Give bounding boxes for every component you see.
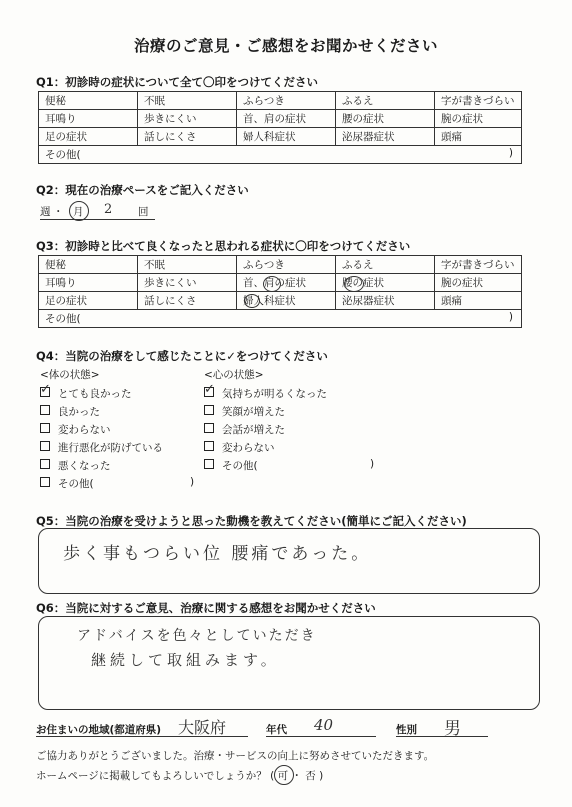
q1-other-close: ) [508, 147, 513, 159]
thanks-text: ご協力ありがとうございました。治療・サービスの向上に努めさせていただきます。 [36, 750, 435, 762]
publish-separator: ・ [291, 770, 302, 782]
checkbox[interactable] [40, 405, 50, 415]
gender-label: 性別 [396, 724, 417, 736]
q3-shoulder-circle [263, 276, 281, 292]
q1-cell[interactable]: 頭痛 [435, 128, 522, 146]
q5-answer-box[interactable] [38, 528, 540, 594]
q2-pace-field[interactable] [40, 202, 160, 220]
q1-heading: Q1：初診時の症状について全て〇印をつけてください [36, 75, 319, 89]
q3-other-label: その他( [45, 313, 81, 325]
publish-no-option[interactable]: 否 [305, 770, 316, 782]
table-row [39, 292, 522, 310]
option-label: その他( [222, 460, 258, 472]
q3-cell[interactable]: 話しにくさ [138, 292, 237, 310]
option-label: 進行悪化が防げている [58, 442, 163, 454]
q2-unit: 回 [138, 206, 149, 218]
q4-mind-option[interactable] [204, 422, 384, 440]
q3-other-close: ) [508, 311, 513, 323]
q3-symptom-table [38, 255, 522, 328]
option-label: 気持ちが明るくなった [222, 388, 327, 400]
checkbox[interactable] [204, 382, 215, 397]
publish-question-text: ホームページに掲載してもよろしいでしょうか？ [36, 770, 267, 782]
q2-heading: Q2：現在の治療ペースをご記入ください [36, 183, 249, 197]
checkbox[interactable] [204, 441, 214, 451]
checkbox[interactable] [40, 459, 50, 469]
check-icon: ✓ [204, 382, 215, 397]
q3-cell[interactable]: ふらつき [237, 256, 336, 274]
q4-mind-header: <心の状態> [204, 369, 264, 381]
age-underline [266, 736, 376, 737]
q2-underline [40, 219, 155, 220]
other-close: ) [190, 476, 195, 488]
q1-cell[interactable]: 婦人科症状 [237, 128, 336, 146]
checkbox[interactable] [40, 441, 50, 451]
page-title: 治療のご意見・ご感想をお聞かせください [133, 37, 438, 55]
q2-month-option[interactable]: 月 [73, 206, 84, 218]
q4-body-option[interactable] [40, 440, 200, 458]
table-row [39, 92, 522, 110]
q3-cell[interactable]: 首、肩の症状 [237, 274, 336, 292]
region-value: 大阪府 [178, 718, 227, 737]
table-row [39, 146, 522, 164]
q5-answer-text: 歩く事もつらい位 腰痛であった。 [63, 544, 372, 564]
q3-cell[interactable]: 足の症状 [39, 292, 138, 310]
gender-value: 男 [444, 719, 461, 739]
q4-body-option[interactable] [40, 382, 200, 404]
table-row [39, 110, 522, 128]
q1-cell[interactable]: 泌尿器症状 [336, 128, 435, 146]
q1-cell[interactable]: 腕の症状 [435, 110, 522, 128]
option-label: 悪くなった [58, 460, 111, 472]
table-row [39, 310, 522, 328]
q3-cell[interactable]: 婦人科症状 [237, 292, 336, 310]
option-label: 会話が増えた [222, 424, 285, 436]
q3-cell[interactable]: 泌尿器症状 [336, 292, 435, 310]
q6-heading: Q6：当院に対するご意見、治療に関する感想をお聞かせください [36, 601, 376, 615]
q1-cell[interactable]: 話しにくさ [138, 128, 237, 146]
q3-cell[interactable]: 腕の症状 [435, 274, 522, 292]
checkbox[interactable] [204, 423, 214, 433]
q4-heading: Q4：当院の治療をして感じたことに✓をつけてください [36, 349, 328, 363]
q3-cell[interactable]: 耳鳴り [39, 274, 138, 292]
q6-answer-line1: アドバイスを色々としていただき [77, 628, 317, 644]
check-icon: ✓ [40, 382, 51, 397]
publish-yes-label: 可 [277, 770, 289, 782]
region-underline [36, 736, 248, 737]
q3-stray-circle [244, 294, 260, 308]
publish-question [36, 768, 323, 783]
q1-cell[interactable]: 字が書きづらい [435, 92, 522, 110]
q1-cell[interactable]: ふるえ [336, 92, 435, 110]
q1-symptom-table [38, 91, 522, 164]
q4-mind-option[interactable] [204, 440, 384, 458]
q3-cell[interactable]: 不眠 [138, 256, 237, 274]
publish-close-paren: ) [319, 770, 324, 782]
publish-yes-circle [274, 765, 294, 785]
gender-underline [396, 736, 488, 737]
q3-other-field[interactable] [39, 310, 522, 328]
table-row [39, 128, 522, 146]
q1-other-field[interactable] [39, 146, 522, 164]
q1-cell[interactable]: 便秘 [39, 92, 138, 110]
other-close: ) [370, 458, 375, 470]
option-label: 変わらない [58, 424, 111, 436]
q4-mind-option[interactable] [204, 382, 384, 404]
q1-cell[interactable]: 腰の症状 [336, 110, 435, 128]
option-label: とても良かった [58, 388, 132, 400]
q6-answer-line2: 継続して取組みます。 [91, 651, 280, 669]
q1-cell[interactable]: 首、肩の症状 [237, 110, 336, 128]
table-row [39, 256, 522, 274]
age-label: 年代 [266, 724, 287, 736]
checkbox[interactable] [40, 423, 50, 433]
q4-mind-option[interactable] [204, 404, 384, 422]
q4-mind-option[interactable] [204, 458, 384, 476]
q2-week-option[interactable]: 週 [40, 206, 51, 218]
q2-month-circle [69, 201, 89, 221]
q4-mind-list [204, 382, 384, 476]
q4-body-option[interactable] [40, 404, 200, 422]
q3-cell[interactable]: ふるえ [336, 256, 435, 274]
q4-body-header: <体の状態> [40, 369, 100, 381]
option-label: その他( [58, 478, 94, 490]
option-label: 良かった [58, 406, 100, 418]
age-value: 40 [314, 716, 334, 734]
q1-cell[interactable]: 足の症状 [39, 128, 138, 146]
q1-cell[interactable]: 不眠 [138, 92, 237, 110]
q3-waist-circle [344, 276, 364, 292]
q1-other-label: その他( [45, 149, 81, 161]
option-label: 変わらない [222, 442, 275, 454]
q3-cell[interactable]: 腰の症状 [336, 274, 435, 292]
publish-yes-option[interactable] [278, 768, 289, 783]
q2-count-value: 2 [104, 202, 113, 217]
q1-cell[interactable]: 耳鳴り [39, 110, 138, 128]
q1-cell[interactable]: ふらつき [237, 92, 336, 110]
checkbox[interactable] [40, 477, 50, 487]
q2-separator: ・ [53, 206, 64, 218]
option-label: 笑顔が増えた [222, 406, 285, 418]
q1-cell[interactable]: 歩きにくい [138, 110, 237, 128]
q4-body-option[interactable] [40, 458, 200, 476]
checkbox[interactable] [204, 459, 214, 469]
q4-body-list [40, 382, 200, 494]
q6-answer-box[interactable] [38, 616, 540, 710]
region-label: お住まいの地域(都道府県) [36, 724, 162, 736]
q3-cell[interactable]: 便秘 [39, 256, 138, 274]
checkbox[interactable] [204, 405, 214, 415]
q5-heading: Q5：当院の治療を受けようと思った動機を教えてください(簡単にご記入ください) [36, 514, 467, 528]
publish-open-paren: ( [270, 770, 275, 782]
checkbox[interactable] [40, 382, 51, 397]
q3-heading: Q3：初診時と比べて良くなったと思われる症状に〇印をつけてください [36, 239, 411, 253]
q3-cell[interactable]: 頭痛 [435, 292, 522, 310]
q3-cell[interactable]: 歩きにくい [138, 274, 237, 292]
q4-body-option[interactable] [40, 422, 200, 440]
q3-cell[interactable]: 字が書きづらい [435, 256, 522, 274]
q4-body-option[interactable] [40, 476, 200, 494]
